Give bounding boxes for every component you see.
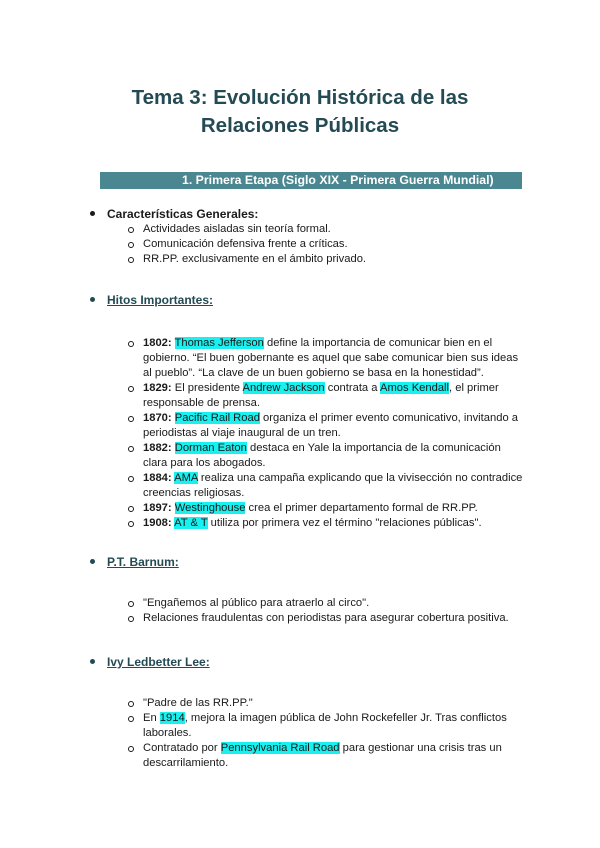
bullet-icon [90, 559, 95, 564]
page-title [0, 84, 600, 140]
list-item: 1897: Westinghouse crea el primer departamento formal de RR.PP. [128, 501, 528, 516]
circle-bullet-icon [128, 386, 134, 392]
circle-bullet-icon [128, 446, 134, 452]
bullet-icon [90, 211, 95, 216]
lee-list [128, 696, 528, 771]
barnum-list [128, 596, 528, 626]
barnum-heading: P.T. Barnum: [107, 555, 179, 569]
list-item: 1870: Pacific Rail Road organiza el primer evento comunicativo, invitando a periodistas al viaje inaugural de un tren. [128, 411, 528, 441]
list-item: "Engañemos al público para atraerlo al circo". [128, 596, 528, 611]
caracteristicas-heading-row [90, 207, 258, 222]
list-item: 1829: El presidente Andrew Jackson contrata a Amos Kendall, el primer responsable de prensa. [128, 381, 528, 411]
circle-bullet-icon [128, 416, 134, 422]
caracteristicas-heading: Características Generales: [107, 207, 259, 221]
circle-bullet-icon [128, 506, 134, 512]
circle-bullet-icon [128, 601, 134, 607]
hitos-heading: Hitos Importantes: [107, 293, 214, 307]
list-item: Comunicación defensiva frente a críticas. [128, 237, 528, 252]
list-item: "Padre de las RR.PP." [128, 696, 528, 711]
circle-bullet-icon [128, 341, 134, 347]
list-item: Relaciones fraudulentas con periodistas para asegurar cobertura positiva. [128, 611, 528, 626]
bullet-icon [90, 297, 95, 302]
title-line-2: Relaciones Públicas [200, 114, 400, 137]
list-item: 1884: AMA realiza una campaña explicando que la vivisección no contradice creencias religiosas. [128, 471, 528, 501]
circle-bullet-icon [128, 746, 134, 752]
lee-heading-row [90, 655, 210, 670]
lee-heading: Ivy Ledbetter Lee: [107, 655, 210, 669]
circle-bullet-icon [128, 701, 134, 707]
circle-bullet-icon [128, 521, 134, 527]
circle-bullet-icon [128, 716, 134, 722]
list-item: 1882: Dorman Eaton destaca en Yale la importancia de la comunicación clara para los abogados. [128, 441, 528, 471]
section-banner: 1. Primera Etapa (Siglo XIX - Primera Guerra Mundial) [100, 172, 522, 189]
circle-bullet-icon [128, 257, 134, 263]
barnum-heading-row [90, 555, 179, 570]
circle-bullet-icon [128, 616, 134, 622]
hitos-list [128, 336, 528, 531]
list-item: Actividades aisladas sin teoría formal. [128, 222, 528, 237]
hitos-heading-row [90, 293, 213, 308]
list-item: RR.PP. exclusivamente en el ámbito privado. [128, 252, 528, 267]
list-item: Contratado por Pennsylvania Rail Road para gestionar una crisis tras un descarrilamiento. [128, 741, 528, 771]
bullet-icon [90, 659, 95, 664]
caracteristicas-list [128, 222, 528, 267]
list-item: En 1914, mejora la imagen pública de John Rockefeller Jr. Tras conflictos laborales. [128, 711, 528, 741]
circle-bullet-icon [128, 476, 134, 482]
circle-bullet-icon [128, 242, 134, 248]
title-line-1: Tema 3: Evolución Histórica de las [131, 86, 469, 109]
circle-bullet-icon [128, 227, 134, 233]
list-item: 1802: Thomas Jefferson define la importancia de comunicar bien en el gobierno. “El buen gobernante es aquel que sabe comunicar bien sus ideas al pueblo”. “La clave de un buen gobierno se basa en la honestidad”. [128, 336, 528, 381]
list-item: 1908: AT & T utiliza por primera vez el término "relaciones públicas". [128, 516, 528, 531]
